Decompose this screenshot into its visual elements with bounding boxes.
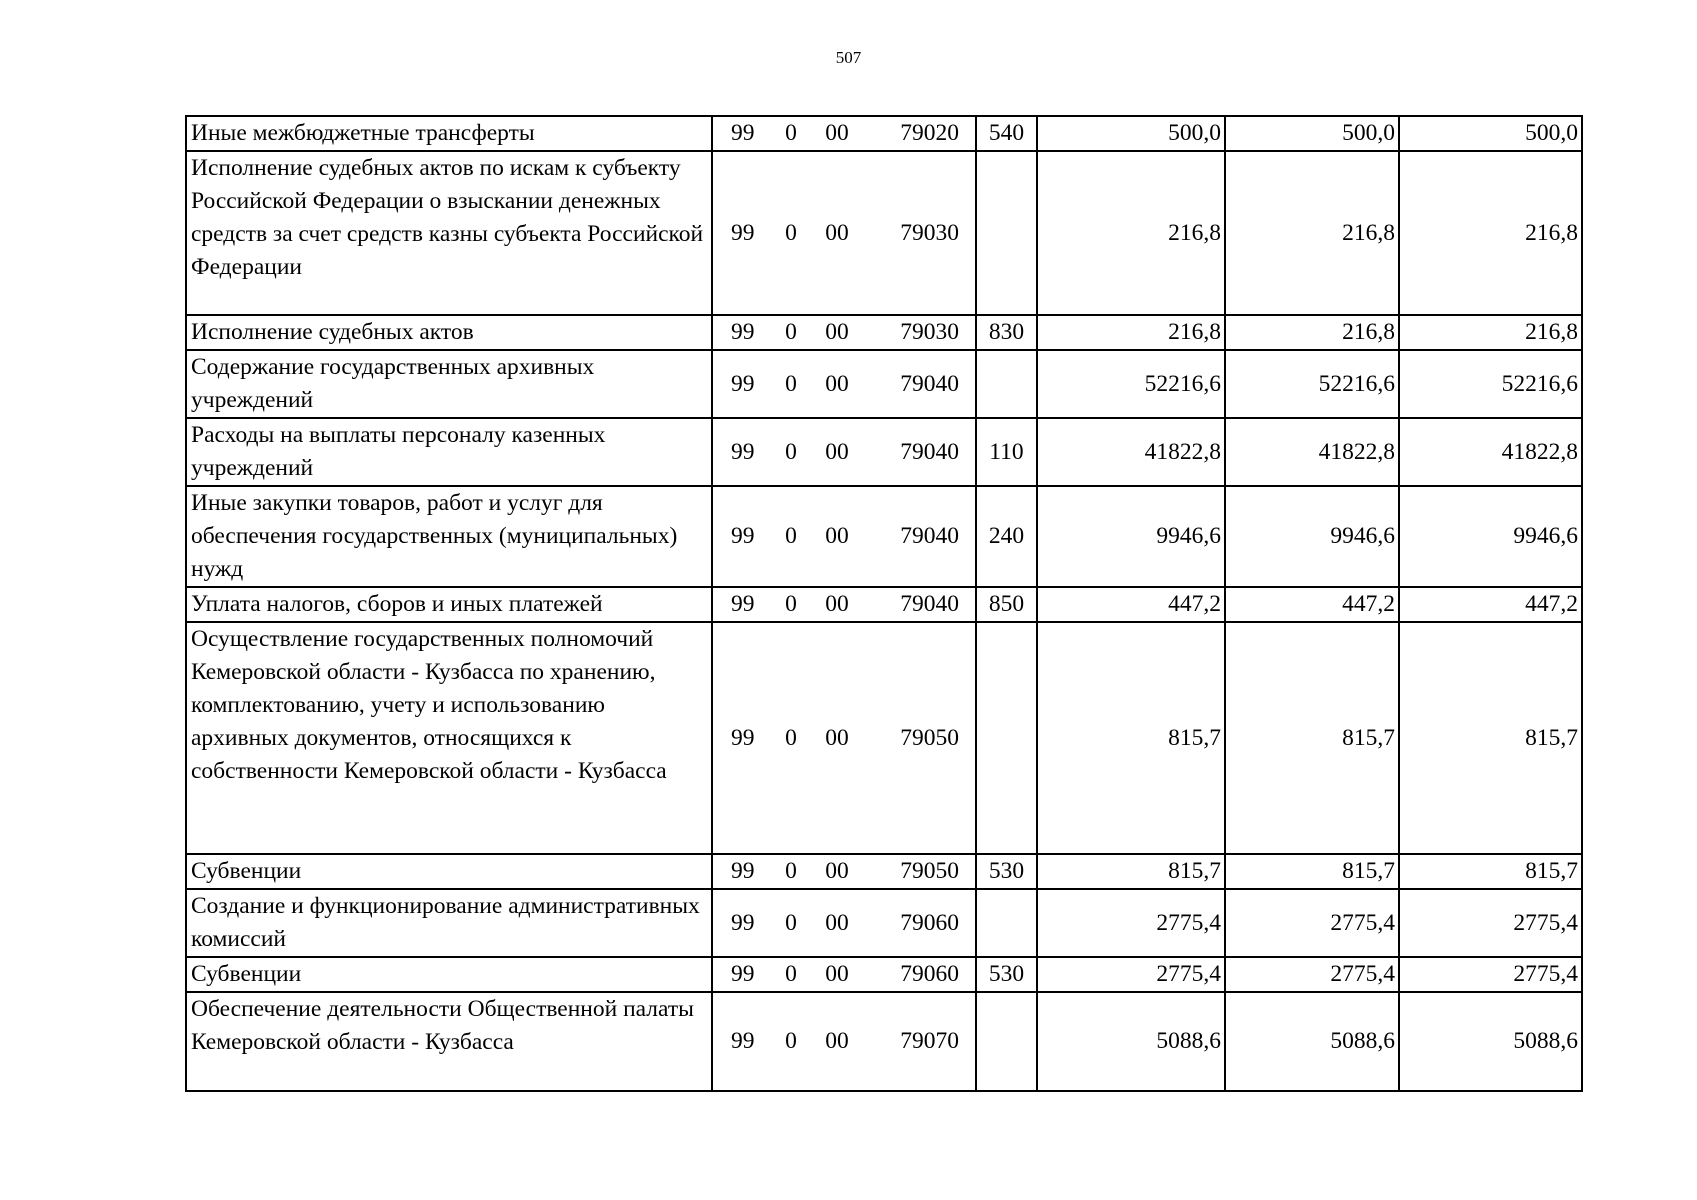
amount-year2-cell: 41822,8 xyxy=(1225,418,1399,486)
main-activity-code-cell: 00 xyxy=(812,350,862,418)
program-code-cell: 99 xyxy=(712,957,770,992)
program-code-cell: 99 xyxy=(712,587,770,622)
amount-year1-cell: 216,8 xyxy=(1037,315,1225,350)
direction-code-cell: 79020 xyxy=(862,116,976,151)
main-activity-code-cell: 00 xyxy=(812,992,862,1091)
program-code-cell: 99 xyxy=(712,418,770,486)
subprogram-code-cell: 0 xyxy=(770,957,812,992)
direction-code-cell: 79050 xyxy=(862,622,976,854)
program-code-cell: 99 xyxy=(712,992,770,1091)
program-code-cell: 99 xyxy=(712,116,770,151)
expense-type-cell: 540 xyxy=(976,116,1037,151)
table-row xyxy=(186,587,1582,622)
amount-year2-cell: 2775,4 xyxy=(1225,889,1399,957)
page-number: 507 xyxy=(835,48,862,67)
program-code-cell: 99 xyxy=(712,151,770,315)
subprogram-code-cell: 0 xyxy=(770,992,812,1091)
table-row xyxy=(186,486,1582,587)
main-activity-code-cell: 00 xyxy=(812,854,862,889)
program-code-cell: 99 xyxy=(712,889,770,957)
expense-name-cell: Субвенции xyxy=(186,957,712,992)
table-row xyxy=(186,992,1582,1091)
expense-name-cell: Уплата налогов, сборов и иных платежей xyxy=(186,587,712,622)
main-activity-code-cell: 00 xyxy=(812,587,862,622)
amount-year1-cell: 815,7 xyxy=(1037,622,1225,854)
expense-type-cell: 240 xyxy=(976,486,1037,587)
amount-year2-cell: 815,7 xyxy=(1225,854,1399,889)
amount-year1-cell: 5088,6 xyxy=(1037,992,1225,1091)
table-row xyxy=(186,116,1582,151)
expense-type-cell: 530 xyxy=(976,957,1037,992)
expense-name-cell: Расходы на выплаты персоналу казенных учреждений xyxy=(186,418,712,486)
subprogram-code-cell: 0 xyxy=(770,854,812,889)
amount-year3-cell: 52216,6 xyxy=(1399,350,1582,418)
expense-type-cell: 110 xyxy=(976,418,1037,486)
amount-year1-cell: 52216,6 xyxy=(1037,350,1225,418)
subprogram-code-cell: 0 xyxy=(770,587,812,622)
expense-type-cell: 850 xyxy=(976,587,1037,622)
direction-code-cell: 79040 xyxy=(862,350,976,418)
amount-year3-cell: 216,8 xyxy=(1399,315,1582,350)
subprogram-code-cell: 0 xyxy=(770,315,812,350)
amount-year2-cell: 52216,6 xyxy=(1225,350,1399,418)
subprogram-code-cell: 0 xyxy=(770,486,812,587)
amount-year1-cell: 2775,4 xyxy=(1037,957,1225,992)
expense-name-cell: Осуществление государственных полномочий Кемеровской области - Кузбасса по хранению, комплектованию, учету и использованию архивных документов, относящихся к собственности Кемеровской области - Кузбасса xyxy=(186,622,712,854)
direction-code-cell: 79040 xyxy=(862,587,976,622)
expense-name-cell: Исполнение судебных актов xyxy=(186,315,712,350)
expense-type-cell xyxy=(976,622,1037,854)
main-activity-code-cell: 00 xyxy=(812,957,862,992)
direction-code-cell: 79040 xyxy=(862,486,976,587)
amount-year1-cell: 815,7 xyxy=(1037,854,1225,889)
amount-year3-cell: 2775,4 xyxy=(1399,889,1582,957)
table-row xyxy=(186,622,1582,854)
expense-name-cell: Содержание государственных архивных учреждений xyxy=(186,350,712,418)
amount-year1-cell: 447,2 xyxy=(1037,587,1225,622)
subprogram-code-cell: 0 xyxy=(770,151,812,315)
expense-name-cell: Иные закупки товаров, работ и услуг для обеспечения государственных (муниципальных) нужд xyxy=(186,486,712,587)
direction-code-cell: 79040 xyxy=(862,418,976,486)
program-code-cell: 99 xyxy=(712,854,770,889)
direction-code-cell: 79030 xyxy=(862,315,976,350)
amount-year1-cell: 500,0 xyxy=(1037,116,1225,151)
table-row xyxy=(186,350,1582,418)
amount-year2-cell: 5088,6 xyxy=(1225,992,1399,1091)
subprogram-code-cell: 0 xyxy=(770,418,812,486)
amount-year3-cell: 216,8 xyxy=(1399,151,1582,315)
program-code-cell: 99 xyxy=(712,315,770,350)
subprogram-code-cell: 0 xyxy=(770,350,812,418)
amount-year1-cell: 41822,8 xyxy=(1037,418,1225,486)
amount-year2-cell: 815,7 xyxy=(1225,622,1399,854)
amount-year1-cell: 216,8 xyxy=(1037,151,1225,315)
expense-name-cell: Субвенции xyxy=(186,854,712,889)
amount-year3-cell: 815,7 xyxy=(1399,622,1582,854)
direction-code-cell: 79060 xyxy=(862,889,976,957)
direction-code-cell: 79060 xyxy=(862,957,976,992)
table-row xyxy=(186,957,1582,992)
direction-code-cell: 79070 xyxy=(862,992,976,1091)
amount-year1-cell: 2775,4 xyxy=(1037,889,1225,957)
amount-year3-cell: 815,7 xyxy=(1399,854,1582,889)
expense-name-cell: Исполнение судебных актов по искам к субъекту Российской Федерации о взыскании денежных средств за счет средств казны субъекта Российской Федерации xyxy=(186,151,712,315)
amount-year3-cell: 500,0 xyxy=(1399,116,1582,151)
expense-type-cell xyxy=(976,151,1037,315)
main-activity-code-cell: 00 xyxy=(812,889,862,957)
table-row xyxy=(186,151,1582,315)
main-activity-code-cell: 00 xyxy=(812,116,862,151)
budget-table xyxy=(185,115,1583,1092)
amount-year3-cell: 5088,6 xyxy=(1399,992,1582,1091)
program-code-cell: 99 xyxy=(712,486,770,587)
amount-year3-cell: 41822,8 xyxy=(1399,418,1582,486)
main-activity-code-cell: 00 xyxy=(812,315,862,350)
amount-year2-cell: 447,2 xyxy=(1225,587,1399,622)
amount-year3-cell: 447,2 xyxy=(1399,587,1582,622)
subprogram-code-cell: 0 xyxy=(770,622,812,854)
amount-year2-cell: 500,0 xyxy=(1225,116,1399,151)
subprogram-code-cell: 0 xyxy=(770,889,812,957)
table-row xyxy=(186,854,1582,889)
expense-type-cell xyxy=(976,350,1037,418)
expense-type-cell xyxy=(976,889,1037,957)
main-activity-code-cell: 00 xyxy=(812,418,862,486)
table-row xyxy=(186,315,1582,350)
direction-code-cell: 79050 xyxy=(862,854,976,889)
program-code-cell: 99 xyxy=(712,622,770,854)
expense-type-cell: 830 xyxy=(976,315,1037,350)
amount-year2-cell: 216,8 xyxy=(1225,315,1399,350)
main-activity-code-cell: 00 xyxy=(812,622,862,854)
amount-year2-cell: 2775,4 xyxy=(1225,957,1399,992)
subprogram-code-cell: 0 xyxy=(770,116,812,151)
program-code-cell: 99 xyxy=(712,350,770,418)
amount-year1-cell: 9946,6 xyxy=(1037,486,1225,587)
expense-type-cell xyxy=(976,992,1037,1091)
expense-name-cell: Обеспечение деятельности Общественной палаты Кемеровской области - Кузбасса xyxy=(186,992,712,1091)
expense-name-cell: Иные межбюджетные трансферты xyxy=(186,116,712,151)
main-activity-code-cell: 00 xyxy=(812,486,862,587)
expense-type-cell: 530 xyxy=(976,854,1037,889)
table-row xyxy=(186,418,1582,486)
amount-year3-cell: 9946,6 xyxy=(1399,486,1582,587)
direction-code-cell: 79030 xyxy=(862,151,976,315)
amount-year2-cell: 9946,6 xyxy=(1225,486,1399,587)
table-row xyxy=(186,889,1582,957)
amount-year3-cell: 2775,4 xyxy=(1399,957,1582,992)
amount-year2-cell: 216,8 xyxy=(1225,151,1399,315)
expense-name-cell: Создание и функционирование административных комиссий xyxy=(186,889,712,957)
main-activity-code-cell: 00 xyxy=(812,151,862,315)
